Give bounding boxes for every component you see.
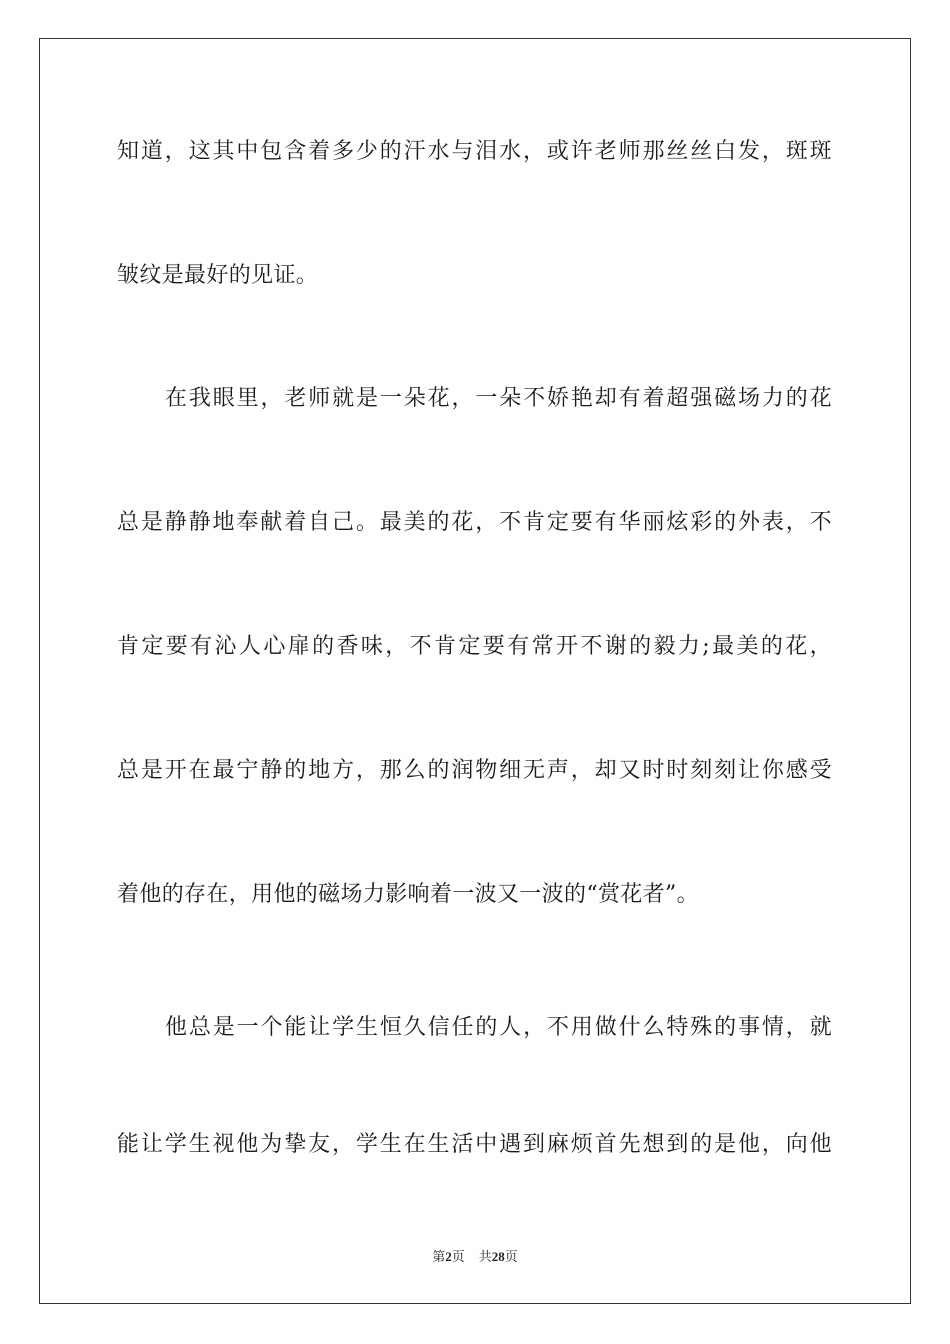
text-line-6: 总是开在最宁静的地方，那么的润物细无声，却又时时刻刻让你感受: [117, 758, 832, 783]
total-suffix: 页: [504, 1249, 518, 1264]
text-line-3: 在我眼里，老师就是一朵花，一朵不娇艳却有着超强磁场力的花: [165, 386, 832, 411]
page-footer: [0, 1248, 950, 1266]
total-prefix: 共: [478, 1249, 492, 1264]
text-line-1: 知道，这其中包含着多少的汗水与泪水，或许老师那丝丝白发，斑斑: [117, 139, 832, 164]
page-current: 2: [445, 1249, 452, 1264]
text-line-7: 着他的存在，用他的磁场力影响着一波又一波的“赏花者”。: [117, 882, 699, 907]
text-line-9: 能让学生视他为挚友，学生在生活中遇到麻烦首先想到的是他，向他: [117, 1132, 832, 1157]
page-total: 28: [491, 1249, 505, 1264]
page-border: [39, 38, 911, 1304]
page-prefix: 第: [432, 1249, 446, 1264]
text-line-8: 他总是一个能让学生恒久信任的人，不用做什么特殊的事情，就: [165, 1015, 832, 1040]
text-line-2: 皱纹是最好的见证。: [117, 263, 319, 288]
text-line-4: 总是静静地奉献着自己。最美的花，不肯定要有华丽炫彩的外表，不: [117, 510, 832, 535]
text-line-5: 肯定要有沁人心扉的香味，不肯定要有常开不谢的毅力;最美的花，: [117, 634, 832, 659]
page-suffix: 页: [451, 1249, 465, 1264]
